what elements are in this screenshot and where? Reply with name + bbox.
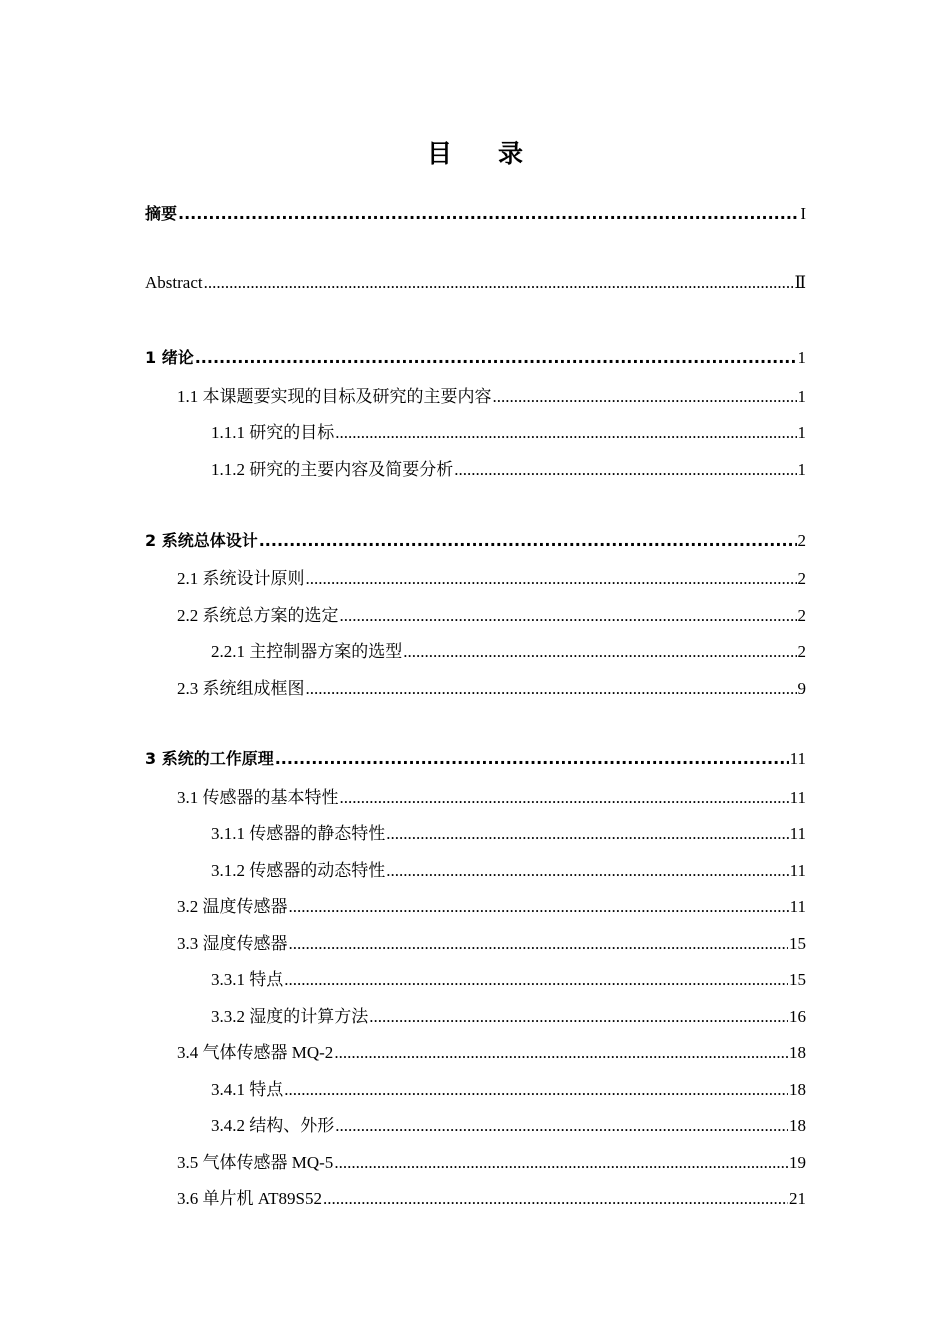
toc-leader-dots	[204, 273, 794, 293]
toc-leader-dots	[284, 1080, 788, 1100]
page-title: 目录	[426, 139, 569, 168]
toc-entry-label: 3.4.2 结构、外形	[211, 1116, 335, 1135]
toc-leader-dots	[386, 861, 788, 881]
toc-leader-dots	[334, 1153, 788, 1173]
toc-entry-page: 21	[789, 1189, 806, 1208]
toc-entry[interactable]	[211, 1002, 806, 1026]
toc-entry-label: 3.4.1 特点	[211, 1080, 284, 1099]
toc-entry-label: 1.1.1 研究的目标	[211, 423, 335, 442]
toc-leader-dots	[454, 460, 796, 480]
toc-entry-page: 1	[797, 423, 806, 442]
toc-entry-page: 15	[789, 970, 806, 989]
toc-entry[interactable]	[145, 201, 806, 225]
toc-leader-dots	[334, 1043, 788, 1063]
toc-entry-page: 1	[797, 348, 806, 367]
toc-entry-page: 1	[797, 387, 806, 406]
toc-entry[interactable]	[211, 965, 806, 989]
toc-entry-page: 11	[789, 749, 806, 768]
toc-entry-page: 2	[797, 642, 806, 661]
toc-entry-label: 3.4 气体传感器 MQ-2	[177, 1043, 334, 1062]
toc-leader-dots	[335, 1116, 788, 1136]
toc-entry[interactable]	[177, 1148, 806, 1172]
toc-entry-page: 19	[789, 1153, 806, 1172]
toc-entry[interactable]	[211, 418, 806, 442]
toc-leader-dots	[340, 606, 797, 626]
toc-leader-dots	[306, 569, 797, 589]
toc-entry[interactable]	[177, 929, 806, 953]
toc-leader-dots	[369, 1007, 788, 1027]
toc-leader-dots	[403, 642, 796, 662]
toc-entry-page: 2	[797, 606, 806, 625]
toc-entry-label: 3.6 单片机 AT89S52	[177, 1189, 322, 1208]
toc-entry-label: 2.3 系统组成框图	[177, 679, 305, 698]
toc-leader-dots	[323, 1189, 788, 1209]
toc-entry-label: 2.2.1 主控制器方案的选型	[211, 642, 403, 661]
toc-entry-label: 1 绪论	[145, 348, 194, 367]
toc-entry-label: Abstract	[145, 273, 203, 292]
toc-entry-label: 3.1.2 传感器的动态特性	[211, 861, 386, 880]
toc-leader-dots	[340, 788, 789, 808]
toc-leader-dots	[284, 970, 788, 990]
toc-entry-label: 摘要	[145, 204, 178, 223]
toc-entry[interactable]	[145, 345, 806, 369]
toc-entry[interactable]	[145, 746, 806, 770]
toc-entry[interactable]	[177, 601, 806, 625]
toc-entry[interactable]	[177, 783, 806, 807]
toc-leader-dots	[195, 348, 797, 367]
toc-entry-page: 9	[797, 679, 806, 698]
toc-entry-label: 2.1 系统设计原则	[177, 569, 305, 588]
toc-entry-label: 3 系统的工作原理	[145, 749, 274, 768]
toc-entry-label: 2 系统总体设计	[145, 531, 258, 550]
toc-leader-dots	[306, 679, 797, 699]
toc-entry-page: 11	[789, 788, 806, 807]
toc-entry[interactable]	[211, 1075, 806, 1099]
toc-entry-page: 18	[789, 1116, 806, 1135]
toc-entry-page: Ⅱ	[794, 273, 806, 292]
toc-entry[interactable]	[177, 674, 806, 698]
toc-leader-dots	[493, 387, 797, 407]
toc-entry[interactable]	[211, 455, 806, 479]
toc-entry[interactable]	[211, 856, 806, 880]
toc-leader-dots	[386, 824, 788, 844]
toc-entry-page: 2	[797, 531, 806, 550]
toc-leader-dots	[289, 934, 789, 954]
toc-entry-label: 3.3.1 特点	[211, 970, 284, 989]
toc-entry-page: 11	[789, 824, 806, 843]
toc-entry-label: 1.1.2 研究的主要内容及简要分析	[211, 460, 454, 479]
toc-leader-dots	[178, 204, 799, 223]
toc-entry[interactable]	[211, 819, 806, 843]
toc-entry-label: 3.2 温度传感器	[177, 897, 288, 916]
toc-entry-page: 16	[789, 1007, 806, 1026]
toc-entry[interactable]	[211, 637, 806, 661]
toc-entry-page: 2	[797, 569, 806, 588]
toc-entry-label: 2.2 系统总方案的选定	[177, 606, 339, 625]
toc-entry-label: 3.5 气体传感器 MQ-5	[177, 1153, 334, 1172]
toc-entry-label: 3.1.1 传感器的静态特性	[211, 824, 386, 843]
toc-leader-dots	[335, 423, 796, 443]
toc-entry[interactable]	[211, 1111, 806, 1135]
toc-entry[interactable]	[177, 564, 806, 588]
toc-entry[interactable]	[177, 382, 806, 406]
toc-entry[interactable]	[177, 1038, 806, 1062]
toc-entry-page: I	[800, 204, 806, 223]
toc-leader-dots	[259, 531, 797, 550]
toc-entry-label: 3.3.2 湿度的计算方法	[211, 1007, 369, 1026]
toc-leader-dots	[289, 897, 789, 917]
toc-entry[interactable]	[145, 528, 806, 552]
toc-entry-page: 11	[789, 897, 806, 916]
toc-entry-page: 18	[789, 1043, 806, 1062]
toc-entry-label: 3.1 传感器的基本特性	[177, 788, 339, 807]
toc-entry-page: 11	[789, 861, 806, 880]
toc-entry-page: 15	[789, 934, 806, 953]
toc-leader-dots	[275, 749, 789, 768]
toc-entry-page: 18	[789, 1080, 806, 1099]
toc-entry-page: 1	[797, 460, 806, 479]
toc-entry[interactable]	[177, 1184, 806, 1208]
toc-entry-label: 3.3 湿度传感器	[177, 934, 288, 953]
toc-entry-label: 1.1 本课题要实现的目标及研究的主要内容	[177, 387, 492, 406]
toc-entry[interactable]	[177, 892, 806, 916]
toc-entry[interactable]	[145, 273, 806, 297]
